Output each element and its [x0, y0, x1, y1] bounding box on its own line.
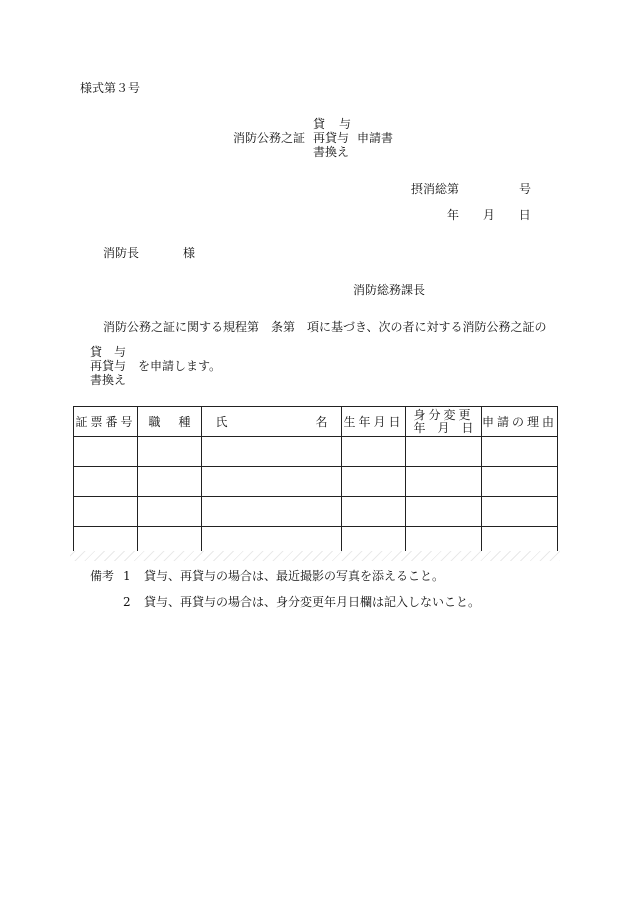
date-year: 年: [447, 208, 460, 222]
note-text: 貸与、再貸与の場合は、最近撮影の写真を添えること。: [144, 569, 445, 583]
cell-full-name[interactable]: [202, 497, 342, 527]
table-header-row: [74, 407, 558, 437]
cell-birth-date[interactable]: [342, 497, 406, 527]
cell-birth-date[interactable]: [342, 437, 406, 467]
cell-cert-number[interactable]: [74, 437, 138, 467]
cell-job-type[interactable]: [138, 467, 202, 497]
addressee-honorific: 様: [183, 246, 196, 260]
note-item-2: [123, 595, 480, 609]
cell-cert-number[interactable]: [74, 467, 138, 497]
cell-full-name[interactable]: [202, 467, 342, 497]
cell-job-type[interactable]: [138, 437, 202, 467]
option-rewrite: 書換え: [90, 373, 127, 387]
cell-full-name[interactable]: [202, 437, 342, 467]
title-option-rewrite: 書換え: [313, 145, 350, 159]
header-job-type: 職 種: [138, 407, 202, 437]
header-birth-date: 生年月日: [342, 407, 406, 437]
title-option-relend: 再貸与: [313, 131, 350, 145]
header-reason: 申請の理由: [482, 407, 558, 437]
header-status-change-date: 身分変更 年 月 日: [406, 407, 482, 437]
cell-birth-date[interactable]: [342, 467, 406, 497]
cell-reason[interactable]: [482, 467, 558, 497]
cell-cert-number[interactable]: [74, 497, 138, 527]
cell-reason[interactable]: [482, 437, 558, 467]
cell-job-type[interactable]: [138, 497, 202, 527]
note-number: 1: [123, 569, 131, 583]
header-cert-number: 証票番号: [74, 407, 138, 437]
form-number: 様式第３号: [80, 81, 141, 95]
addressee: [103, 246, 195, 260]
option-relend: 再貸与 を申請します。: [90, 359, 222, 373]
date-day: 日: [518, 208, 531, 222]
option-lend: 貸 与: [90, 345, 127, 359]
torn-edge-divider: [70, 551, 560, 561]
application-table: [73, 406, 558, 556]
notes-label: 備考: [90, 569, 115, 583]
title-subject: 消防公務之証: [233, 131, 306, 145]
document-title: [233, 131, 393, 145]
cell-reason[interactable]: [482, 497, 558, 527]
cell-status-change-date[interactable]: [406, 437, 482, 467]
cell-status-change-date[interactable]: [406, 467, 482, 497]
addressee-name: 消防長: [103, 246, 140, 260]
note-item-1: [90, 569, 444, 583]
date-month: 月: [482, 208, 495, 222]
cell-status-change-date[interactable]: [406, 497, 482, 527]
document-number: [411, 182, 531, 196]
note-number: 2: [123, 595, 131, 609]
issuer: 消防総務課長: [353, 283, 426, 297]
title-suffix: 申請書: [357, 131, 394, 145]
note-text: 貸与、再貸与の場合は、身分変更年月日欄は記入しないこと。: [144, 595, 481, 609]
doc-number-suffix: 号: [519, 182, 532, 196]
doc-number-prefix: 摂消総第: [411, 182, 460, 196]
table-row: [74, 467, 558, 497]
body-text: 消防公務之証に関する規程第 条第 項に基づき、次の者に対する消防公務之証の: [103, 320, 547, 334]
header-full-name: 氏 名: [202, 407, 342, 437]
title-option-lend: 貸 与: [313, 117, 353, 131]
table-row: [74, 497, 558, 527]
date-line: [447, 208, 531, 222]
table-row: [74, 437, 558, 467]
